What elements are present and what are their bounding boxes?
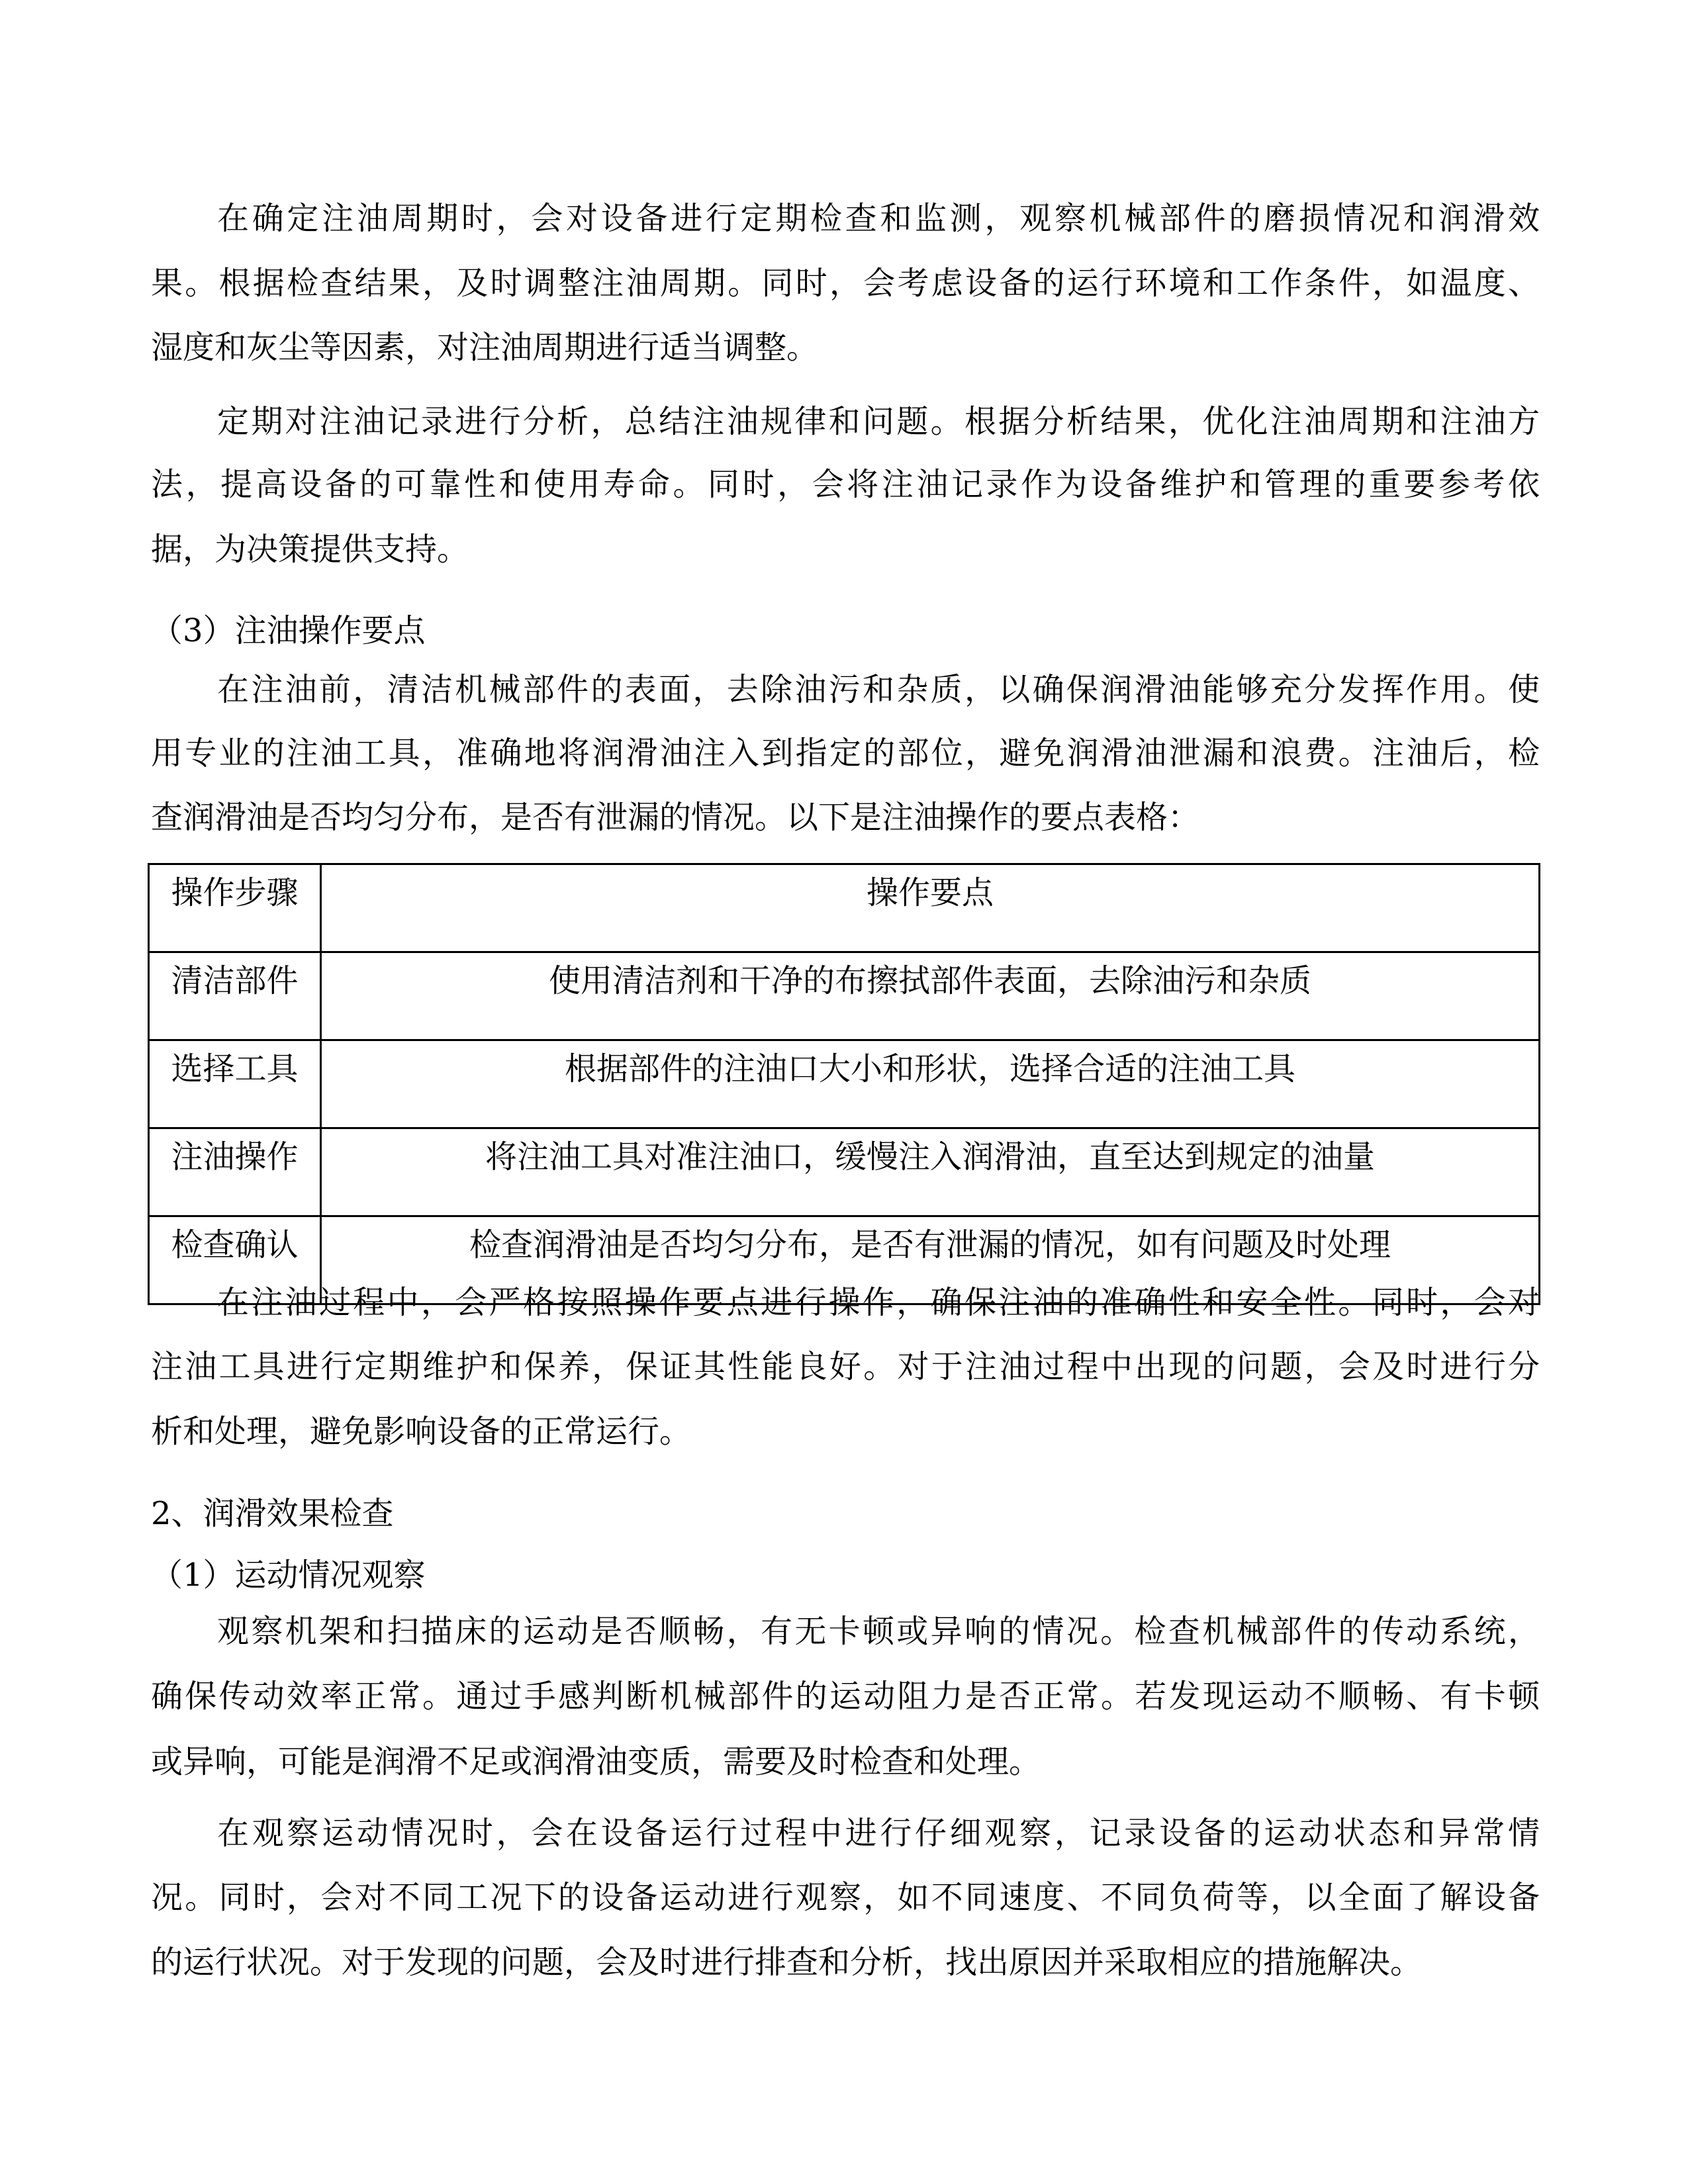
table-cell-point: 检查润滑油是否均匀分布，是否有泄漏的情况，如有问题及时处理 bbox=[321, 1216, 1540, 1304]
table-cell-step: 注油操作 bbox=[149, 1128, 321, 1216]
paragraph-line: 定期对注油记录进行分析，总结注油规律和问题。根据分析结果，优化注油周期和注油方 bbox=[217, 403, 1540, 440]
paragraph-line: 在确定注油周期时，会对设备进行定期检查和监测，观察机械部件的磨损情况和润滑效 bbox=[217, 200, 1540, 237]
paragraph-line: 法，提高设备的可靠性和使用寿命。同时，会将注油记录作为设备维护和管理的重要参考依 bbox=[151, 466, 1540, 503]
paragraph-line: 用专业的注油工具，准确地将润滑油注入到指定的部位，避免润滑油泄漏和浪费。注油后，检 bbox=[151, 735, 1540, 772]
table-cell-step: 选择工具 bbox=[149, 1040, 321, 1128]
table-cell-point: 根据部件的注油口大小和形状，选择合适的注油工具 bbox=[321, 1040, 1540, 1128]
subsection-heading: （1）运动情况观察 bbox=[151, 1557, 426, 1594]
table-cell-step: 清洁部件 bbox=[149, 952, 321, 1040]
paragraph-line: 在注油前，清洁机械部件的表面，去除油污和杂质，以确保润滑油能够充分发挥作用。使 bbox=[217, 671, 1540, 708]
paragraph-line: 查润滑油是否均匀分布，是否有泄漏的情况。以下是注油操作的要点表格： bbox=[151, 799, 1200, 836]
table-header-cell: 操作要点 bbox=[321, 864, 1540, 952]
table-cell-step: 检查确认 bbox=[149, 1216, 321, 1304]
oiling-operation-table bbox=[148, 863, 1540, 1305]
paragraph-line: 观察机架和扫描床的运动是否顺畅，有无卡顿或异响的情况。检查机械部件的传动系统， bbox=[217, 1613, 1540, 1650]
paragraph-line: 况。同时，会对不同工况下的设备运动进行观察，如不同速度、不同负荷等，以全面了解设备 bbox=[151, 1879, 1540, 1916]
table-header-cell: 操作步骤 bbox=[149, 864, 321, 952]
paragraph-line: 据，为决策提供支持。 bbox=[151, 531, 469, 568]
paragraph-line: 析和处理，避免影响设备的正常运行。 bbox=[151, 1413, 692, 1450]
section-heading: 2、润滑效果检查 bbox=[151, 1495, 394, 1532]
paragraph-line: 在观察运动情况时，会在设备运行过程中进行仔细观察，记录设备的运动状态和异常情 bbox=[217, 1815, 1540, 1852]
table-header-row bbox=[149, 864, 1540, 952]
paragraph-line: 注油工具进行定期维护和保养，保证其性能良好。对于注油过程中出现的问题，会及时进行分 bbox=[151, 1348, 1540, 1385]
paragraph-line: 在注油过程中，会严格按照操作要点进行操作，确保注油的准确性和安全性。同时，会对 bbox=[217, 1284, 1540, 1321]
table-cell-point: 将注油工具对准注油口，缓慢注入润滑油，直至达到规定的油量 bbox=[321, 1128, 1540, 1216]
table-row bbox=[149, 1128, 1540, 1216]
paragraph-line: 确保传动效率正常。通过手感判断机械部件的运动阻力是否正常。若发现运动不顺畅、有卡顿 bbox=[151, 1678, 1540, 1715]
paragraph-line: 果。根据检查结果，及时调整注油周期。同时，会考虑设备的运行环境和工作条件，如温度、 bbox=[151, 265, 1540, 302]
paragraph-line: 湿度和灰尘等因素，对注油周期进行适当调整。 bbox=[151, 329, 819, 366]
table-cell-point: 使用清洁剂和干净的布擦拭部件表面，去除油污和杂质 bbox=[321, 952, 1540, 1040]
paragraph-line: 或异响，可能是润滑不足或润滑油变质，需要及时检查和处理。 bbox=[151, 1743, 1041, 1780]
table-row bbox=[149, 952, 1540, 1040]
section-heading: （3）注油操作要点 bbox=[151, 612, 426, 649]
table-row bbox=[149, 1040, 1540, 1128]
paragraph-line: 的运行状况。对于发现的问题，会及时进行排查和分析，找出原因并采取相应的措施解决。 bbox=[151, 1944, 1423, 1981]
